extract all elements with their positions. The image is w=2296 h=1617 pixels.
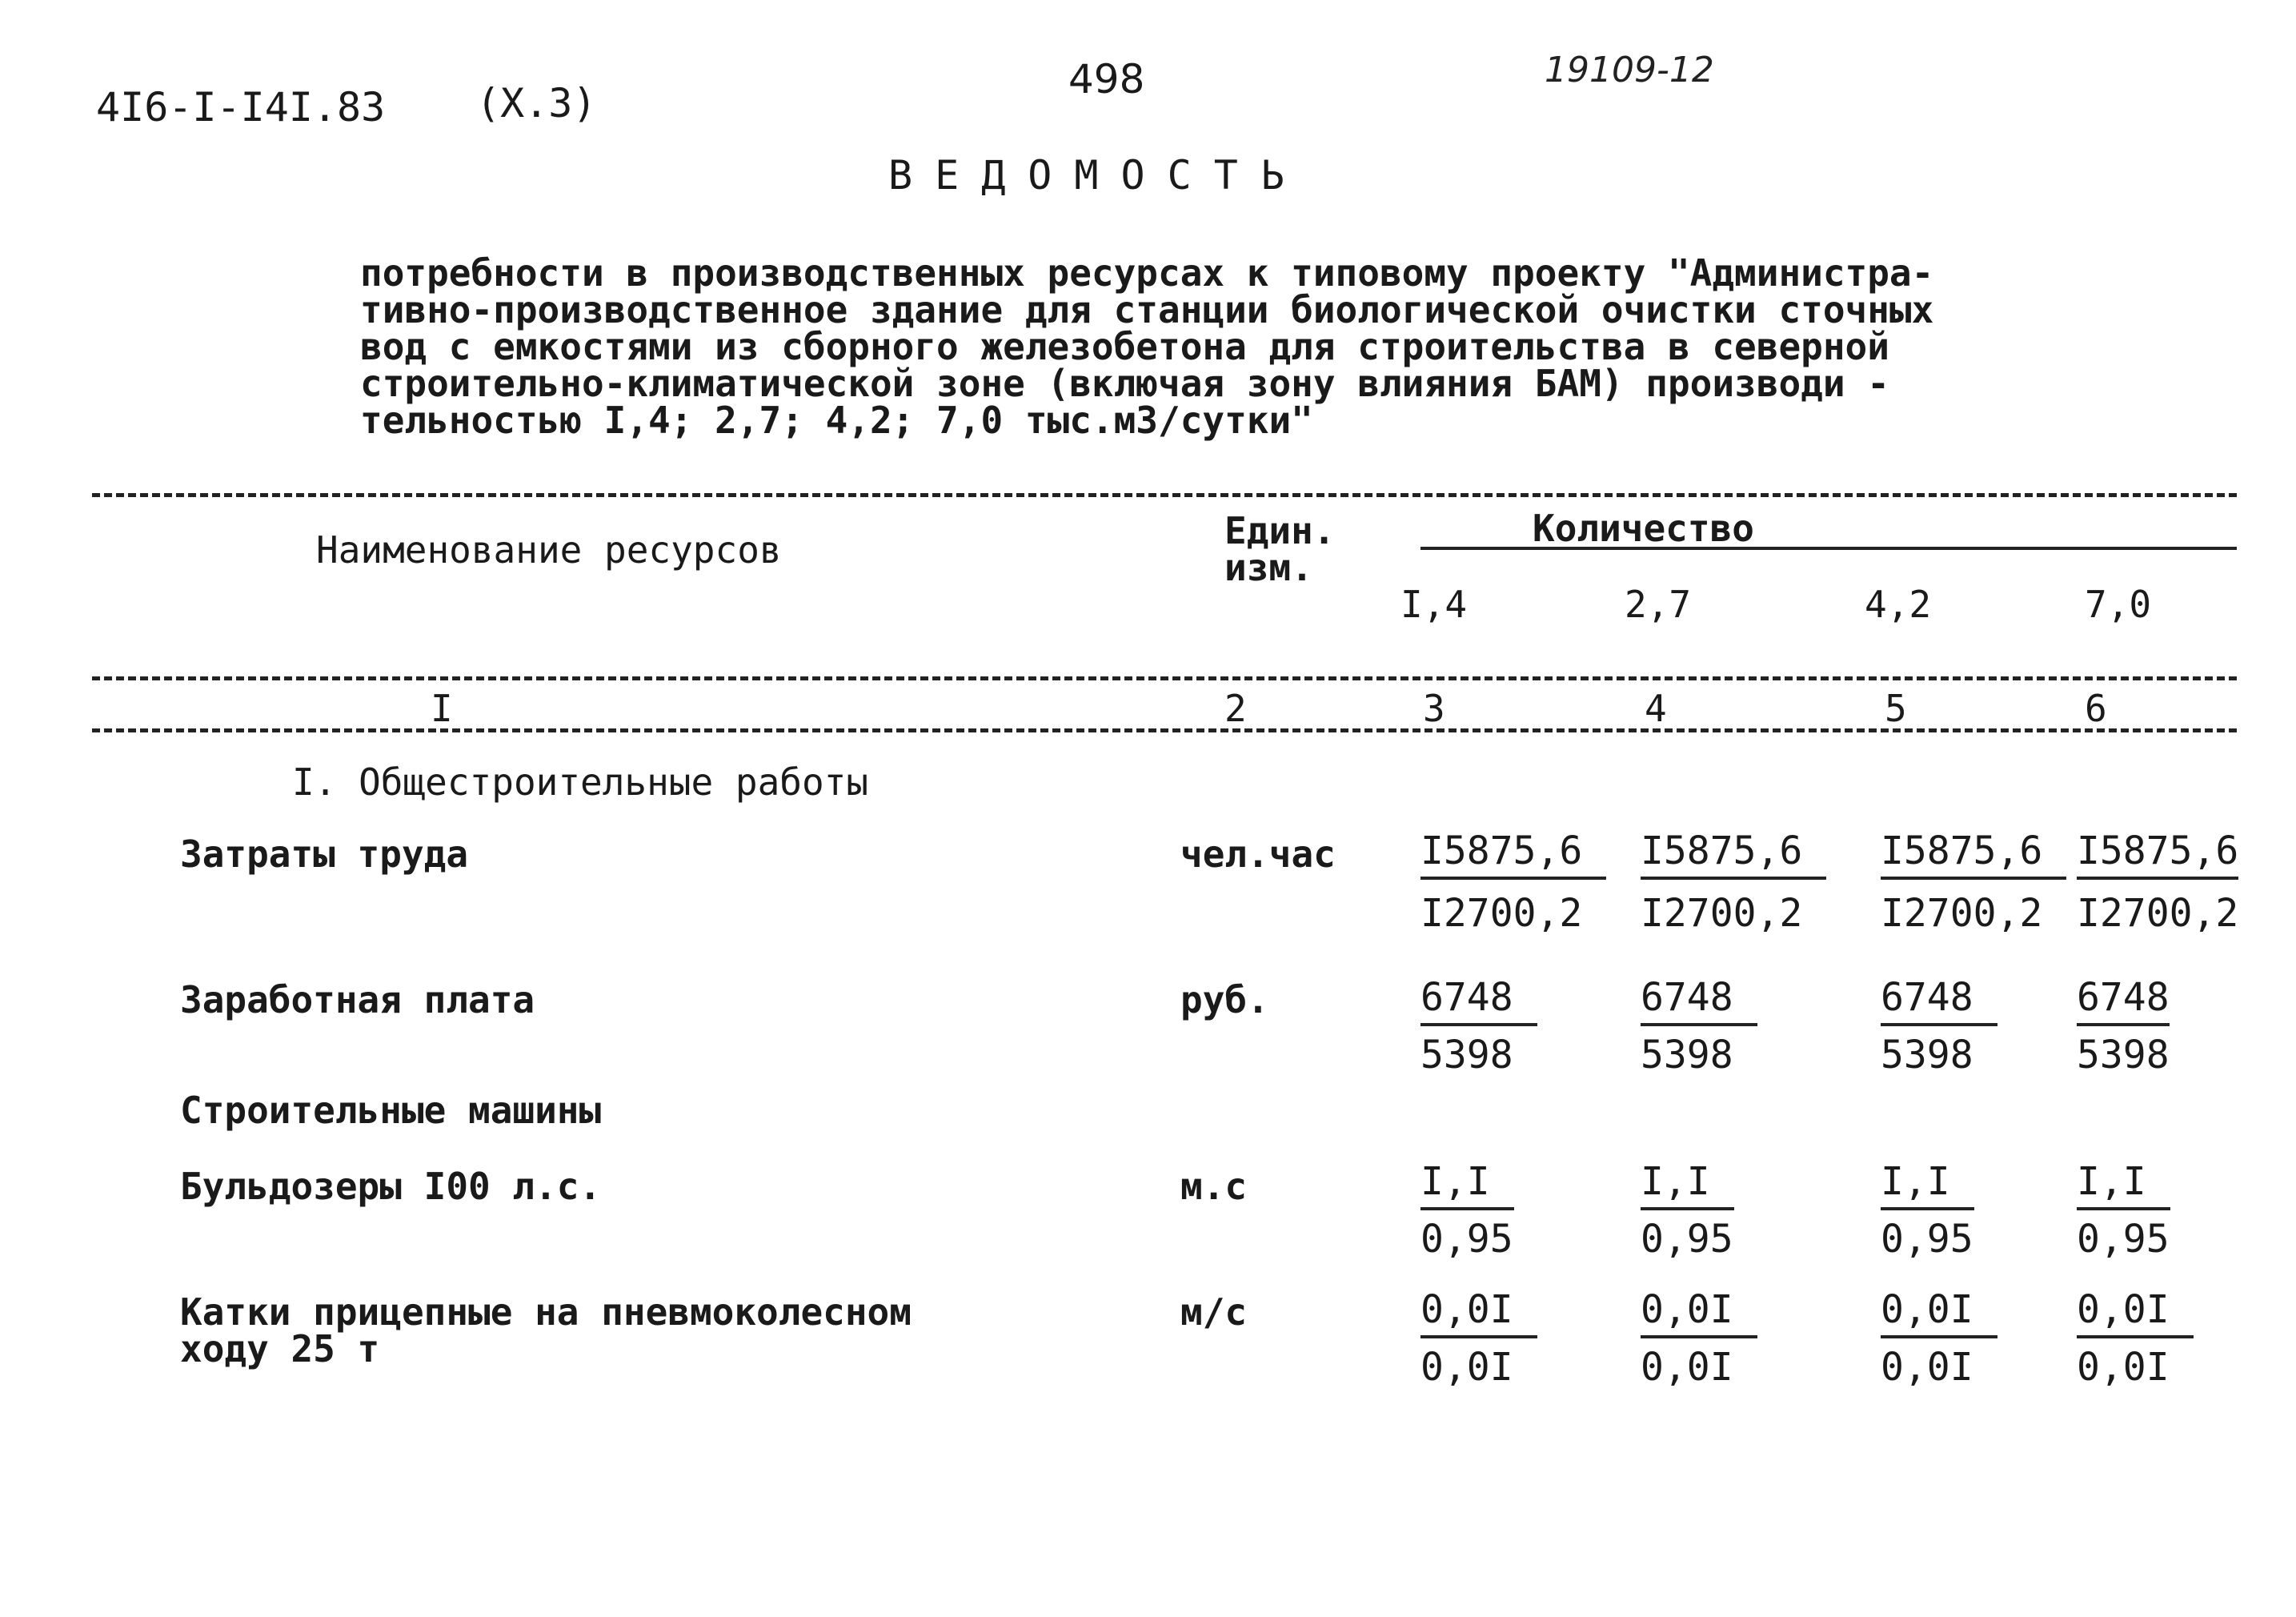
row-name: Бульдозеры I00 л.с.: [180, 1165, 602, 1208]
value-numerator: 6748: [2077, 975, 2170, 1026]
value-denominator: 0,95: [1881, 1217, 1973, 1262]
value-numerator: I5875,6: [2077, 829, 2238, 880]
description-line: вод с емкостями из сборного железобетона для строительства в северной: [360, 325, 1889, 368]
value-numerator: 0,0I: [1641, 1287, 1757, 1338]
header-rule: [92, 676, 2237, 680]
description-line: тельностью I,4; 2,7; 4,2; 7,0 тыс.м3/сутки": [360, 399, 1313, 442]
row-name: Заработная плата: [180, 978, 535, 1021]
row-name: Затраты труда: [180, 833, 469, 876]
value-denominator: 0,95: [1641, 1217, 1733, 1262]
value-cell: [1420, 1159, 1514, 1262]
header-capacity: I,4: [1400, 583, 1468, 626]
value-numerator: I5875,6: [1881, 829, 2066, 880]
value-numerator: I5875,6: [1641, 829, 1826, 880]
page-number: 498: [1068, 56, 1145, 102]
value-cell: [1641, 1159, 1734, 1262]
value-denominator: 0,95: [1420, 1217, 1513, 1262]
value-denominator: I2700,2: [1881, 891, 2043, 936]
value-cell: [1641, 975, 1757, 1077]
column-number: 3: [1423, 687, 1445, 730]
handwritten-stamp: 19109-12: [1545, 50, 1714, 90]
row-unit: чел.час: [1180, 833, 1336, 876]
row-name-continuation: ходу 25 т: [180, 1327, 380, 1370]
column-number: 5: [1885, 687, 1907, 730]
header-capacity: 4,2: [1865, 583, 1932, 626]
description-line: строительно-климатической зоне (включая зону влияния БАМ) производи -: [360, 362, 1889, 405]
column-numbers-rule: [92, 728, 2237, 732]
value-cell: [2077, 1287, 2194, 1390]
value-cell: [2077, 1159, 2170, 1262]
column-number: 2: [1224, 687, 1247, 730]
value-numerator: 0,0I: [2077, 1287, 2194, 1338]
value-numerator: I,I: [1420, 1159, 1514, 1210]
value-denominator: 0,0I: [1420, 1345, 1513, 1390]
header-capacity: 7,0: [2085, 583, 2152, 626]
value-denominator: 5398: [1881, 1033, 1973, 1077]
value-cell: [1881, 975, 1997, 1077]
value-cell: [2077, 975, 2170, 1077]
table-top-rule: [92, 493, 2237, 497]
section-title: I. Общестроительные работы: [292, 760, 869, 804]
description-line: тивно-производственное здание для станции биологической очистки сточных: [360, 288, 1934, 331]
value-numerator: I,I: [1881, 1159, 1974, 1210]
row-name: Катки прицепные на пневмоколесном: [180, 1290, 912, 1334]
value-numerator: 0,0I: [1881, 1287, 1997, 1338]
value-numerator: I,I: [1641, 1159, 1734, 1210]
value-cell: [1420, 1287, 1537, 1390]
document-title: ВЕДОМОСТЬ: [888, 152, 1307, 199]
value-denominator: 0,95: [2077, 1217, 2170, 1262]
value-denominator: 0,0I: [2077, 1345, 2170, 1390]
value-numerator: 0,0I: [1420, 1287, 1537, 1338]
document-description: [360, 251, 2041, 442]
row-unit: м.с: [1180, 1165, 1248, 1208]
row-name: Строительные машины: [180, 1089, 602, 1132]
value-denominator: I2700,2: [2077, 891, 2239, 936]
value-denominator: 5398: [1641, 1033, 1733, 1077]
value-denominator: 0,0I: [1641, 1345, 1733, 1390]
value-cell: [1641, 1287, 1757, 1390]
column-number: I: [431, 687, 453, 730]
column-number: 6: [2085, 687, 2107, 730]
value-cell: [1881, 1159, 1974, 1262]
document-code: 4I6-I-I4I.83: [96, 84, 386, 130]
value-cell: [1420, 829, 1606, 936]
row-unit: м/с: [1180, 1290, 1248, 1334]
value-numerator: 6748: [1641, 975, 1757, 1026]
column-number: 4: [1645, 687, 1667, 730]
header-quantity: Количество: [1533, 507, 1754, 550]
value-numerator: I5875,6: [1420, 829, 1606, 880]
value-cell: [1881, 1287, 1997, 1390]
value-denominator: 5398: [1420, 1033, 1513, 1077]
header-unit-line2: изм.: [1224, 546, 1313, 589]
header-unit-line1: Един.: [1224, 509, 1336, 552]
value-cell: [2077, 829, 2238, 936]
header-capacity: 2,7: [1625, 583, 1692, 626]
value-denominator: I2700,2: [1641, 891, 1803, 936]
value-cell: [1641, 829, 1826, 936]
value-cell: [1881, 829, 2066, 936]
header-resource-name: Наименование ресурсов: [316, 528, 782, 572]
value-denominator: I2700,2: [1420, 891, 1583, 936]
value-denominator: 5398: [2077, 1033, 2170, 1077]
value-numerator: 6748: [1881, 975, 1997, 1026]
description-line: потребности в производственных ресурсах к типовому проекту "Администра-: [360, 251, 1934, 295]
value-denominator: 0,0I: [1881, 1345, 1973, 1390]
value-numerator: 6748: [1420, 975, 1537, 1026]
sheet-reference: (X.3): [476, 80, 597, 126]
row-unit: руб.: [1180, 978, 1269, 1021]
value-numerator: I,I: [2077, 1159, 2170, 1210]
value-cell: [1420, 975, 1537, 1077]
